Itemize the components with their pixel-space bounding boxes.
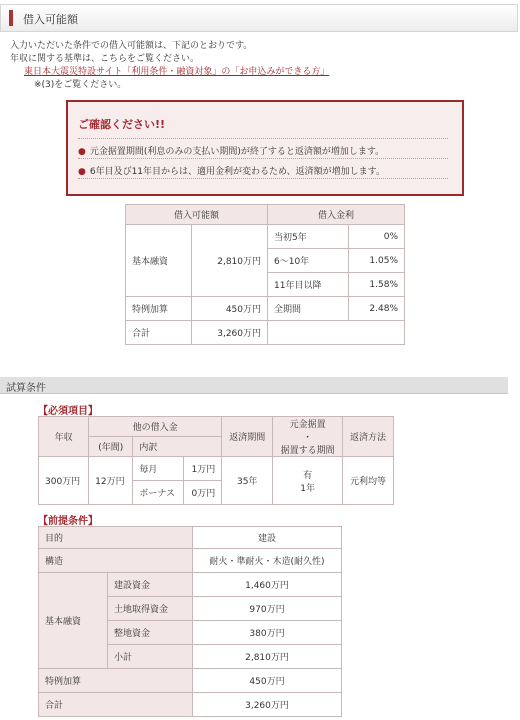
notice-item: ● 6年目及び11年目からは、適用金利が変わるため、返済額が増加します。 [78, 167, 385, 177]
term-header: 返済期間 [222, 417, 273, 457]
notice-divider [78, 178, 448, 179]
premise-row-label: 整地資金 [108, 621, 193, 645]
premise-row-label: 建設資金 [108, 573, 193, 597]
total-value: 3,260万円 [193, 693, 342, 717]
premise-row-value: 2,810万円 [193, 645, 342, 669]
intro-line3: ※(3)をご覧ください。 [34, 80, 127, 90]
notice-divider [78, 138, 448, 139]
special-addition-label: 特例加算 [39, 669, 193, 693]
structure-value: 耐火・準耐火・木造(耐久性) [193, 549, 342, 573]
premise-row-value: 970万円 [193, 597, 342, 621]
premise-label: 【前提条件】 [38, 516, 98, 527]
annual-header: (年間) [89, 437, 133, 457]
loan-summary-table [125, 204, 405, 345]
conditions-section-title: 試算条件 [6, 383, 46, 394]
rate-label: 全期間 [268, 297, 349, 321]
intro-line2: 年収に関する基準は、こちらをご覧ください。 [10, 54, 200, 64]
eligibility-link[interactable]: 東日本大震災特設サイト「利用条件・融資対象」の「お申込みができる方」 [24, 67, 330, 77]
bonus-value: 0万円 [183, 481, 221, 505]
amount-header: 借入可能額 [126, 205, 268, 225]
annual-value: 12万円 [89, 457, 133, 505]
purpose-label: 目的 [39, 527, 193, 549]
notice-divider [78, 158, 448, 159]
notice-item: ● 元金据置期間(利息のみの支払い期間)が終了すると返済額が増加します。 [78, 147, 385, 157]
premise-row-label: 小計 [108, 645, 193, 669]
premise-row-value: 1,460万円 [193, 573, 342, 597]
page-title: 借入可能額 [23, 13, 78, 26]
bullet-icon: ● [78, 147, 86, 157]
conditions-section-bar [0, 377, 508, 394]
grace-value: 有 1年 [273, 457, 343, 505]
method-value: 元利均等 [342, 457, 393, 505]
header-accent-bar [9, 10, 13, 26]
empty-cell [268, 321, 405, 345]
purpose-value: 建設 [193, 527, 342, 549]
rate-label: 当初5年 [268, 225, 349, 249]
rate-header: 借入金利 [268, 205, 405, 225]
other-loan-header: 他の借入金 [89, 417, 222, 437]
intro-text [10, 40, 329, 92]
notice-title: ご確認ください!! [78, 118, 166, 131]
required-label: 【必須項目】 [38, 406, 98, 417]
income-header: 年収 [39, 417, 89, 457]
bonus-label: ボーナス [133, 481, 184, 505]
premise-row-label: 土地取得資金 [108, 597, 193, 621]
premise-table [38, 526, 342, 717]
term-value: 35年 [222, 457, 273, 505]
total-value: 3,260万円 [191, 321, 267, 345]
basic-loan-label: 基本融資 [39, 573, 108, 669]
income-value: 300万円 [39, 457, 89, 505]
intro-line1: 入力いただいた条件での借入可能額は、下記のとおりです。 [10, 41, 253, 51]
page-header [0, 4, 518, 32]
monthly-label: 毎月 [133, 457, 184, 481]
special-addition-value: 450万円 [193, 669, 342, 693]
total-label: 合計 [126, 321, 192, 345]
rate-label: 6〜10年 [268, 249, 349, 273]
rate-value: 2.48% [349, 297, 405, 321]
rate-value: 1.58% [349, 273, 405, 297]
total-label: 合計 [39, 693, 193, 717]
special-addition-value: 450万円 [191, 297, 267, 321]
rate-label: 11年目以降 [268, 273, 349, 297]
notice-box [66, 100, 464, 196]
method-header: 返済方法 [342, 417, 393, 457]
required-items-table [38, 416, 394, 505]
rate-value: 1.05% [349, 249, 405, 273]
basic-loan-value: 2,810万円 [191, 225, 267, 297]
special-addition-label: 特例加算 [126, 297, 192, 321]
rate-value: 0% [349, 225, 405, 249]
monthly-value: 1万円 [183, 457, 221, 481]
breakdown-header: 内訳 [133, 437, 222, 457]
basic-loan-label: 基本融資 [126, 225, 192, 297]
structure-label: 構造 [39, 549, 193, 573]
bullet-icon: ● [78, 167, 86, 177]
grace-header: 元金据置 ・ 据置する期間 [273, 417, 343, 457]
premise-row-value: 380万円 [193, 621, 342, 645]
